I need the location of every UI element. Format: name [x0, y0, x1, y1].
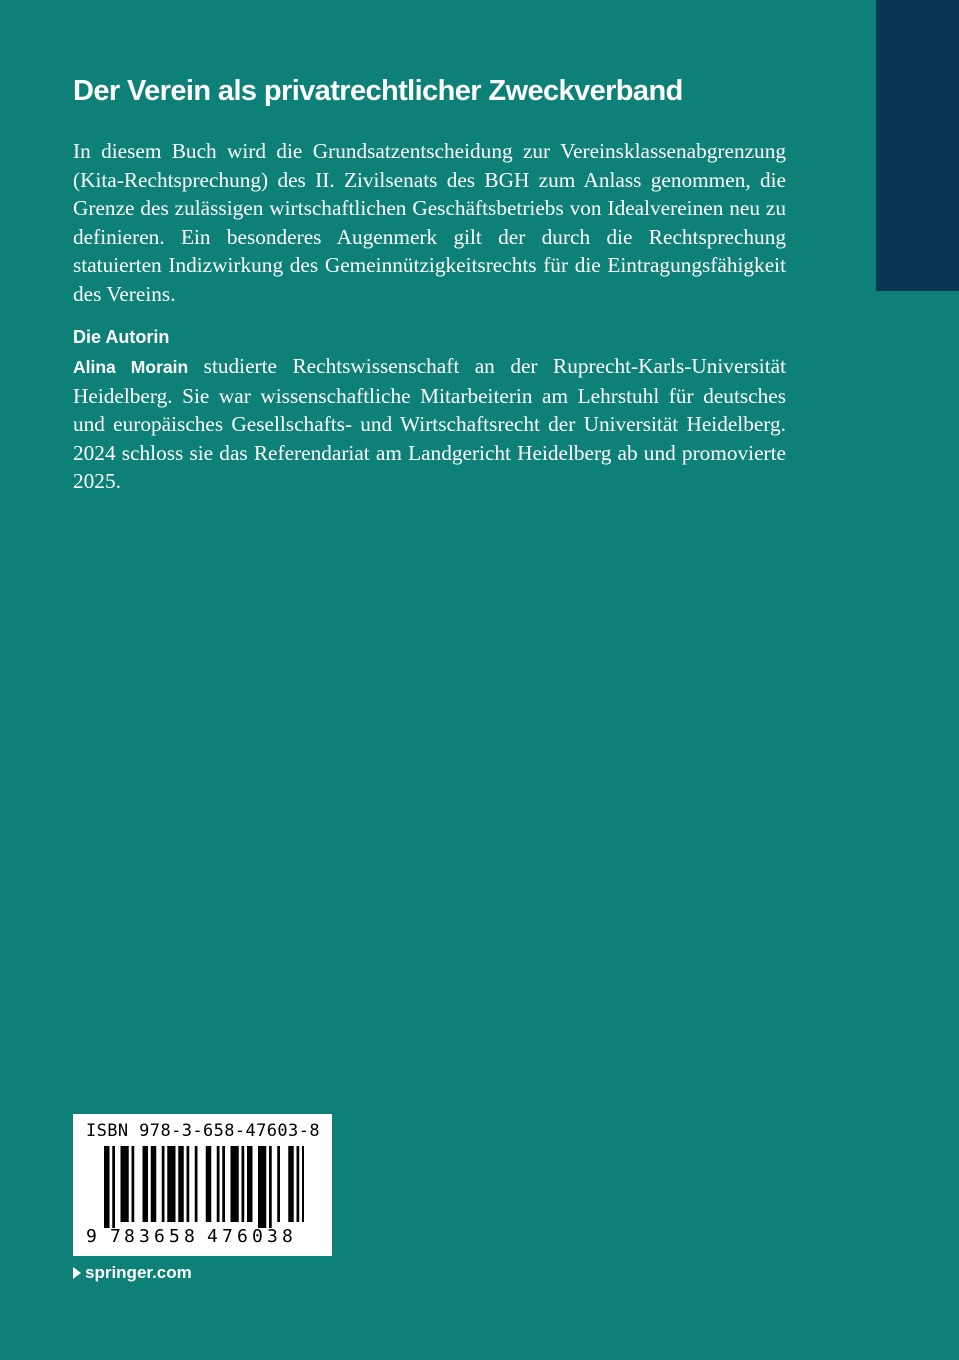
- book-description: In diesem Buch wird die Grundsatzentscheidung zur Vereinsklassenabgrenzung (Kita-Rechtsprechung) des II. Zivilsenats des BGH zum Anlass genommen, die Grenze des zulässigen wirtschaftlichen Geschäftsbetriebs von Idealvereinen neu zu definieren. Ein besonderes Augenmerk gilt der durch die Rechtsprechung statuierten Indizwirkung des Gemeinnützigkeitsrechts für die Eintragungsfähigkeit des Vereins.: [73, 139, 786, 306]
- isbn-label: ISBN 978-3-658-47603-8: [86, 1121, 320, 1141]
- barcode-bar: [247, 1146, 253, 1222]
- barcode-digit: 8: [184, 1226, 195, 1247]
- author-heading: Die Autorin: [73, 327, 170, 347]
- barcode-bar: [151, 1146, 157, 1222]
- isbn-barcode: [73, 1114, 332, 1256]
- barcode-bar: [258, 1146, 266, 1228]
- barcode-digit: 0: [252, 1226, 263, 1247]
- barcode-digit: 4: [207, 1226, 218, 1247]
- barcode-bar: [217, 1146, 220, 1222]
- barcode-bar: [269, 1146, 272, 1228]
- barcode-digit: 7: [222, 1226, 233, 1247]
- author-bio-text: studierte Rechtswissenschaft an der Ruprecht-Karls-Universität Heidelberg. Sie war wissenschaftliche Mitarbeiterin am Lehrstuhl für deutsches und europäisches Gesellschafts- und Wirtschaftsrecht der Universität Heidelberg. 2024 schloss sie das Referendariat am Landgericht Heidelberg ab und promovierte 2025.: [73, 354, 786, 494]
- barcode-bar: [104, 1146, 110, 1228]
- barcode-bar: [178, 1146, 184, 1222]
- barcode-digit: 6: [237, 1226, 248, 1247]
- barcode-bar: [231, 1146, 239, 1222]
- barcode-bar: [187, 1146, 190, 1222]
- barcode-bar: [143, 1146, 149, 1222]
- barcode-digit: 3: [267, 1226, 278, 1247]
- barcode-digit: 8: [124, 1226, 135, 1247]
- barcode-digit: 7: [110, 1226, 121, 1247]
- barcode-digit: 5: [169, 1226, 180, 1247]
- barcode-digit: 3: [139, 1226, 150, 1247]
- book-title: Der Verein als privatrechtlicher Zweckverband: [73, 75, 683, 107]
- barcode-bar: [288, 1146, 294, 1222]
- barcode-bar: [195, 1146, 198, 1222]
- barcode-digit: 6: [154, 1226, 165, 1247]
- barcode-bar: [206, 1146, 212, 1222]
- barcode-digit: 8: [282, 1226, 293, 1247]
- publisher-url: springer.com: [85, 1263, 192, 1282]
- barcode-digit: 9: [86, 1226, 97, 1247]
- barcode-bar: [277, 1146, 280, 1222]
- barcode-bar: [222, 1146, 225, 1222]
- barcode-bar: [121, 1146, 129, 1222]
- publisher-link[interactable]: [73, 1263, 192, 1283]
- barcode-bar: [167, 1146, 175, 1222]
- triangle-right-icon: [73, 1267, 81, 1279]
- barcode-bars: [104, 1146, 304, 1228]
- barcode-bar: [162, 1146, 165, 1222]
- barcode-bar: [242, 1146, 245, 1222]
- author-name: Alina Morain: [73, 357, 189, 377]
- author-bio: [73, 352, 786, 496]
- barcode-bar: [112, 1146, 115, 1228]
- barcode-bar: [297, 1146, 300, 1222]
- corner-color-block: [876, 0, 959, 291]
- barcode-bar: [132, 1146, 135, 1222]
- barcode-bar: [302, 1146, 304, 1222]
